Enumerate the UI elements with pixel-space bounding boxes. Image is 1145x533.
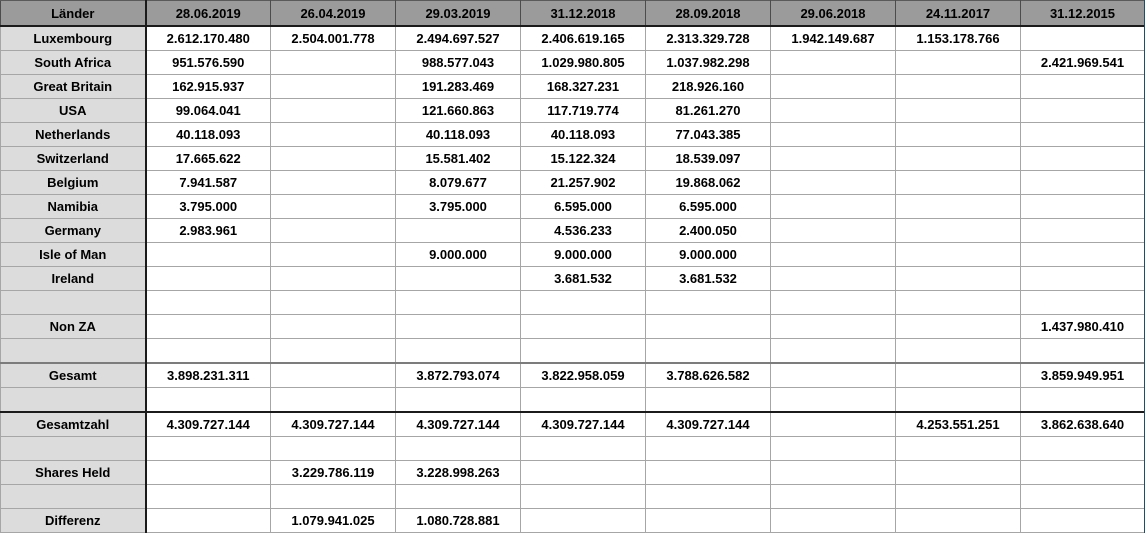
table-row	[1, 99, 1145, 123]
value-cell[interactable]	[396, 437, 521, 461]
value-cell[interactable]: 2.612.170.480	[146, 26, 271, 51]
value-cell[interactable]	[271, 339, 396, 364]
value-cell[interactable]: 21.257.902	[521, 171, 646, 195]
value-cell[interactable]	[1021, 485, 1145, 509]
value-cell[interactable]	[146, 243, 271, 267]
value-cell[interactable]: 168.327.231	[521, 75, 646, 99]
table-row	[1, 267, 1145, 291]
value-cell[interactable]	[1021, 147, 1145, 171]
value-cell[interactable]: 8.079.677	[396, 171, 521, 195]
value-cell[interactable]	[396, 315, 521, 339]
value-cell[interactable]	[1021, 437, 1145, 461]
value-cell[interactable]	[896, 339, 1021, 364]
value-cell[interactable]	[146, 315, 271, 339]
row-label-cell[interactable]: Non ZA	[1, 315, 146, 339]
value-cell[interactable]: 15.122.324	[521, 147, 646, 171]
value-cell[interactable]	[1021, 123, 1145, 147]
value-cell[interactable]: 1.079.941.025	[271, 509, 396, 533]
value-cell[interactable]	[896, 315, 1021, 339]
value-cell[interactable]: 1.942.149.687	[771, 26, 896, 51]
value-cell[interactable]	[771, 267, 896, 291]
col-header-date-0[interactable]: 28.06.2019	[146, 1, 271, 27]
value-cell[interactable]	[771, 412, 896, 437]
value-cell[interactable]	[271, 171, 396, 195]
value-cell[interactable]	[271, 315, 396, 339]
value-cell[interactable]	[1021, 195, 1145, 219]
value-cell[interactable]	[271, 388, 396, 413]
value-cell[interactable]: 9.000.000	[396, 243, 521, 267]
value-cell[interactable]: 3.228.998.263	[396, 461, 521, 485]
row-label-cell[interactable]: Namibia	[1, 195, 146, 219]
value-cell[interactable]	[146, 437, 271, 461]
table-row	[1, 437, 1145, 461]
value-cell[interactable]	[146, 388, 271, 413]
value-cell[interactable]	[271, 243, 396, 267]
table-row	[1, 195, 1145, 219]
table-row	[1, 75, 1145, 99]
row-label-cell[interactable]: Gesamt	[1, 363, 146, 388]
value-cell[interactable]	[1021, 99, 1145, 123]
row-label-cell[interactable]: Differenz	[1, 509, 146, 533]
value-cell[interactable]: 40.118.093	[521, 123, 646, 147]
value-cell[interactable]	[771, 291, 896, 315]
row-label-cell[interactable]: Luxembourg	[1, 26, 146, 51]
value-cell[interactable]	[646, 461, 771, 485]
value-cell[interactable]: 19.868.062	[646, 171, 771, 195]
value-cell[interactable]	[1021, 171, 1145, 195]
value-cell[interactable]: 2.504.001.778	[271, 26, 396, 51]
value-cell[interactable]: 4.309.727.144	[646, 412, 771, 437]
value-cell[interactable]	[771, 99, 896, 123]
table-row	[1, 291, 1145, 315]
value-cell[interactable]	[1021, 267, 1145, 291]
value-cell[interactable]: 3.862.638.640	[1021, 412, 1145, 437]
row-label-cell[interactable]: South Africa	[1, 51, 146, 75]
value-cell[interactable]	[271, 147, 396, 171]
value-cell[interactable]	[1021, 339, 1145, 364]
row-label-cell[interactable]: USA	[1, 99, 146, 123]
value-cell[interactable]	[396, 485, 521, 509]
value-cell[interactable]	[271, 267, 396, 291]
value-cell[interactable]	[271, 485, 396, 509]
row-label-cell[interactable]: Gesamtzahl	[1, 412, 146, 437]
header-row	[1, 1, 1145, 27]
value-cell[interactable]	[396, 291, 521, 315]
table-row	[1, 51, 1145, 75]
value-cell[interactable]	[646, 291, 771, 315]
value-cell[interactable]	[896, 123, 1021, 147]
value-cell[interactable]: 17.665.622	[146, 147, 271, 171]
value-cell[interactable]	[771, 461, 896, 485]
col-header-date-3[interactable]: 31.12.2018	[521, 1, 646, 27]
value-cell[interactable]	[896, 195, 1021, 219]
value-cell[interactable]	[896, 99, 1021, 123]
value-cell[interactable]	[396, 388, 521, 413]
value-cell[interactable]: 6.595.000	[521, 195, 646, 219]
value-cell[interactable]: 7.941.587	[146, 171, 271, 195]
value-cell[interactable]: 3.681.532	[521, 267, 646, 291]
table-row	[1, 219, 1145, 243]
table-row	[1, 461, 1145, 485]
value-cell[interactable]: 9.000.000	[521, 243, 646, 267]
value-cell[interactable]	[896, 485, 1021, 509]
value-cell[interactable]: 18.539.097	[646, 147, 771, 171]
value-cell[interactable]	[146, 267, 271, 291]
value-cell[interactable]: 1.037.982.298	[646, 51, 771, 75]
row-label-cell[interactable]: Belgium	[1, 171, 146, 195]
table-row	[1, 339, 1145, 364]
value-cell[interactable]	[1021, 243, 1145, 267]
value-cell[interactable]	[646, 485, 771, 509]
value-cell[interactable]	[646, 339, 771, 364]
value-cell[interactable]	[771, 437, 896, 461]
value-cell[interactable]: 4.309.727.144	[521, 412, 646, 437]
value-cell[interactable]: 40.118.093	[146, 123, 271, 147]
value-cell[interactable]	[771, 123, 896, 147]
value-cell[interactable]: 1.080.728.881	[396, 509, 521, 533]
row-label-cell[interactable]	[1, 291, 146, 315]
table-row	[1, 388, 1145, 413]
value-cell[interactable]: 3.681.532	[646, 267, 771, 291]
value-cell[interactable]: 2.313.329.728	[646, 26, 771, 51]
value-cell[interactable]	[1021, 26, 1145, 51]
value-cell[interactable]	[646, 437, 771, 461]
value-cell[interactable]	[271, 219, 396, 243]
table-row	[1, 147, 1145, 171]
value-cell[interactable]	[396, 219, 521, 243]
value-cell[interactable]: 2.406.619.165	[521, 26, 646, 51]
value-cell[interactable]	[271, 363, 396, 388]
value-cell[interactable]	[271, 437, 396, 461]
row-label-cell[interactable]	[1, 339, 146, 364]
value-cell[interactable]	[646, 388, 771, 413]
table-row	[1, 315, 1145, 339]
value-cell[interactable]: 3.898.231.311	[146, 363, 271, 388]
value-cell[interactable]	[771, 243, 896, 267]
value-cell[interactable]	[896, 291, 1021, 315]
value-cell[interactable]: 3.872.793.074	[396, 363, 521, 388]
row-label-cell[interactable]: Switzerland	[1, 147, 146, 171]
value-cell[interactable]	[771, 363, 896, 388]
value-cell[interactable]	[896, 267, 1021, 291]
value-cell[interactable]	[896, 75, 1021, 99]
value-cell[interactable]	[771, 388, 896, 413]
value-cell[interactable]: 191.283.469	[396, 75, 521, 99]
table-row	[1, 485, 1145, 509]
row-label-cell[interactable]	[1, 388, 146, 413]
row-label-cell[interactable]: Shares Held	[1, 461, 146, 485]
value-cell[interactable]	[271, 123, 396, 147]
value-cell[interactable]	[521, 485, 646, 509]
value-cell[interactable]	[896, 219, 1021, 243]
value-cell[interactable]: 1.437.980.410	[1021, 315, 1145, 339]
value-cell[interactable]	[146, 339, 271, 364]
row-label-cell[interactable]: Netherlands	[1, 123, 146, 147]
value-cell[interactable]: 117.719.774	[521, 99, 646, 123]
value-cell[interactable]	[521, 291, 646, 315]
value-cell[interactable]	[771, 195, 896, 219]
value-cell[interactable]	[396, 339, 521, 364]
value-cell[interactable]	[771, 315, 896, 339]
value-cell[interactable]: 4.309.727.144	[271, 412, 396, 437]
table-row	[1, 26, 1145, 51]
value-cell[interactable]	[896, 363, 1021, 388]
value-cell[interactable]: 2.421.969.541	[1021, 51, 1145, 75]
value-cell[interactable]: 81.261.270	[646, 99, 771, 123]
value-cell[interactable]	[521, 388, 646, 413]
value-cell[interactable]	[271, 75, 396, 99]
value-cell[interactable]	[896, 171, 1021, 195]
value-cell[interactable]	[1021, 219, 1145, 243]
value-cell[interactable]: 988.577.043	[396, 51, 521, 75]
value-cell[interactable]: 3.795.000	[146, 195, 271, 219]
value-cell[interactable]	[896, 51, 1021, 75]
value-cell[interactable]: 951.576.590	[146, 51, 271, 75]
value-cell[interactable]: 6.595.000	[646, 195, 771, 219]
value-cell[interactable]: 3.822.958.059	[521, 363, 646, 388]
value-cell[interactable]: 3.859.949.951	[1021, 363, 1145, 388]
value-cell[interactable]	[1021, 388, 1145, 413]
row-label-cell[interactable]: Great Britain	[1, 75, 146, 99]
value-cell[interactable]	[646, 315, 771, 339]
value-cell[interactable]: 4.536.233	[521, 219, 646, 243]
value-cell[interactable]: 162.915.937	[146, 75, 271, 99]
value-cell[interactable]	[896, 147, 1021, 171]
table-row	[1, 412, 1145, 437]
value-cell[interactable]	[771, 51, 896, 75]
value-cell[interactable]: 3.788.626.582	[646, 363, 771, 388]
value-cell[interactable]: 3.229.786.119	[271, 461, 396, 485]
table-row	[1, 243, 1145, 267]
value-cell[interactable]: 9.000.000	[646, 243, 771, 267]
value-cell[interactable]: 1.153.178.766	[896, 26, 1021, 51]
table-row	[1, 171, 1145, 195]
value-cell[interactable]	[896, 243, 1021, 267]
value-cell[interactable]	[771, 171, 896, 195]
value-cell[interactable]	[521, 437, 646, 461]
row-label-cell[interactable]	[1, 485, 146, 509]
value-cell[interactable]: 77.043.385	[646, 123, 771, 147]
value-cell[interactable]: 218.926.160	[646, 75, 771, 99]
value-cell[interactable]	[771, 485, 896, 509]
value-cell[interactable]	[1021, 75, 1145, 99]
row-label-cell[interactable]: Isle of Man	[1, 243, 146, 267]
value-cell[interactable]	[771, 147, 896, 171]
value-cell[interactable]: 2.400.050	[646, 219, 771, 243]
value-cell[interactable]	[271, 99, 396, 123]
col-header-date-5[interactable]: 29.06.2018	[771, 1, 896, 27]
value-cell[interactable]	[271, 195, 396, 219]
table-row	[1, 363, 1145, 388]
value-cell[interactable]	[896, 437, 1021, 461]
col-header-date-2[interactable]: 29.03.2019	[396, 1, 521, 27]
col-header-date-7[interactable]: 31.12.2015	[1021, 1, 1145, 27]
value-cell[interactable]	[271, 291, 396, 315]
row-label-cell[interactable]: Ireland	[1, 267, 146, 291]
row-label-cell[interactable]	[1, 437, 146, 461]
value-cell[interactable]: 2.494.697.527	[396, 26, 521, 51]
value-cell[interactable]: 4.309.727.144	[146, 412, 271, 437]
value-cell[interactable]: 3.795.000	[396, 195, 521, 219]
value-cell[interactable]: 99.064.041	[146, 99, 271, 123]
value-cell[interactable]	[521, 315, 646, 339]
value-cell[interactable]	[1021, 461, 1145, 485]
value-cell[interactable]	[146, 485, 271, 509]
value-cell[interactable]	[396, 267, 521, 291]
value-cell[interactable]	[896, 388, 1021, 413]
value-cell[interactable]	[896, 461, 1021, 485]
value-cell[interactable]	[521, 339, 646, 364]
table-row	[1, 123, 1145, 147]
value-cell[interactable]: 40.118.093	[396, 123, 521, 147]
value-cell[interactable]	[521, 461, 646, 485]
col-header-date-6[interactable]: 24.11.2017	[896, 1, 1021, 27]
value-cell[interactable]	[771, 75, 896, 99]
value-cell[interactable]	[146, 461, 271, 485]
col-header-date-4[interactable]: 28.09.2018	[646, 1, 771, 27]
value-cell[interactable]: 4.253.551.251	[896, 412, 1021, 437]
value-cell[interactable]: 15.581.402	[396, 147, 521, 171]
col-header-date-1[interactable]: 26.04.2019	[271, 1, 396, 27]
value-cell[interactable]: 1.029.980.805	[521, 51, 646, 75]
col-header-laender[interactable]: Länder	[1, 1, 146, 27]
row-label-cell[interactable]: Germany	[1, 219, 146, 243]
value-cell[interactable]	[1021, 291, 1145, 315]
value-cell[interactable]	[771, 219, 896, 243]
value-cell[interactable]: 2.983.961	[146, 219, 271, 243]
value-cell[interactable]	[146, 291, 271, 315]
value-cell[interactable]	[771, 339, 896, 364]
value-cell[interactable]	[271, 51, 396, 75]
value-cell[interactable]: 121.660.863	[396, 99, 521, 123]
value-cell[interactable]: 4.309.727.144	[396, 412, 521, 437]
